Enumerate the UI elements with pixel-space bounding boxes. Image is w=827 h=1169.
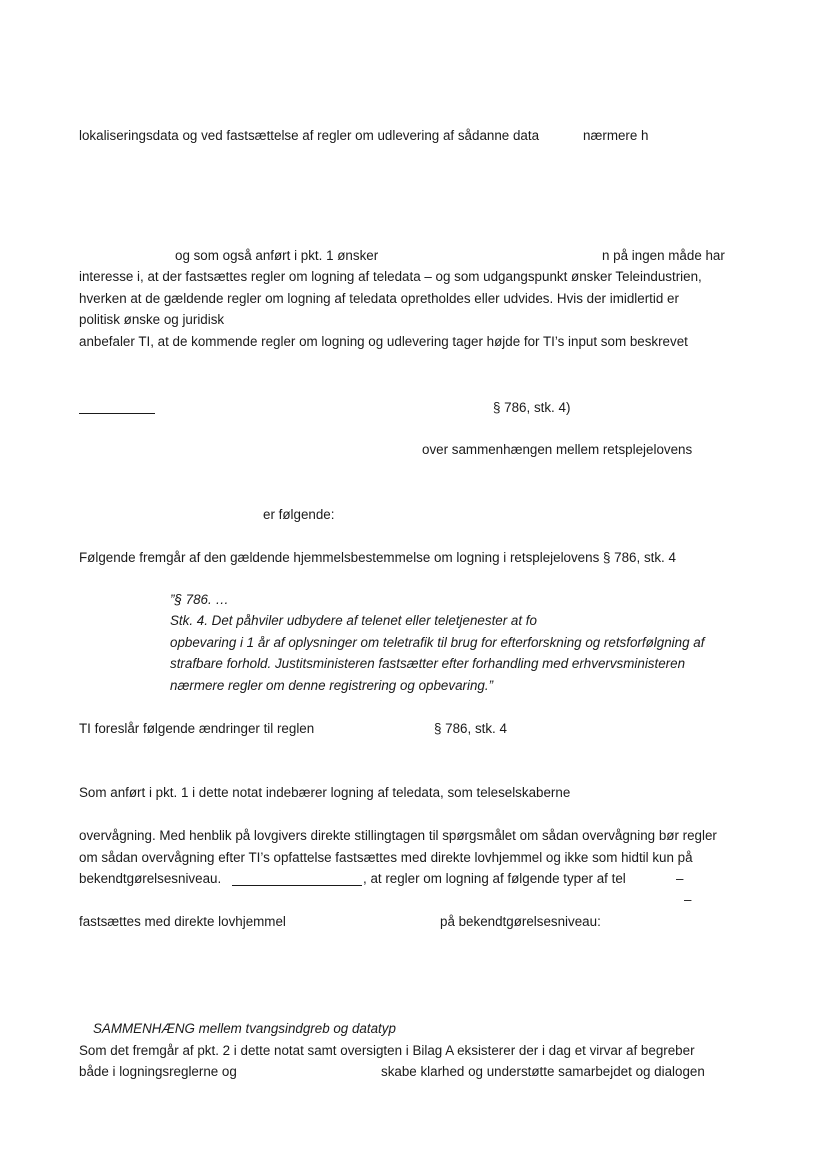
text-line: skabe klarhed og understøtte samarbejdet og dialogen <box>381 1064 705 1079</box>
quote-line: Stk. 4. Det påhviler udbydere af telenet eller teletjenester at fo <box>170 613 537 628</box>
quote-line: nærmere regler om denne registrering og opbevaring.” <box>170 678 494 693</box>
text-line: nærmere h <box>583 128 649 143</box>
text-line: Følgende fremgår af den gældende hjemmelsbestemmelse om logning i retsplejelovens § 786, stk. 4 <box>79 550 676 565</box>
text-line: n på ingen måde har <box>602 248 725 263</box>
underline-rule <box>79 413 155 414</box>
text-line: er følgende: <box>263 507 335 522</box>
quote-line: strafbare forhold. Justitsministeren fastsætter efter forhandling med erhvervsministeren <box>170 656 686 671</box>
text-line: § 786, stk. 4 <box>434 721 507 736</box>
dash: – <box>684 892 692 907</box>
text-line: på bekendtgørelsesniveau: <box>440 914 601 929</box>
text-line: Som anført i pkt. 1 i dette notat indebærer logning af teledata, som teleselskaberne <box>79 785 571 800</box>
text-line: både i logningsreglerne og <box>79 1064 237 1079</box>
text-line: anbefaler TI, at de kommende regler om logning og udlevering tager højde for TI’s input som beskrevet <box>79 334 688 349</box>
dash: – <box>676 871 684 886</box>
underline-rule <box>232 885 362 886</box>
text-line: § 786, stk. 4) <box>493 400 571 415</box>
text-line: og som også anført i pkt. 1 ønsker <box>175 248 379 263</box>
text-line: hverken at de gældende regler om logning af teledata opretholdes eller udvides. Hvis der imidlertid er <box>79 291 679 306</box>
text-line: TI foreslår følgende ændringer til reglen <box>79 721 315 736</box>
text-line: over sammenhængen mellem retsplejelovens <box>422 442 693 457</box>
text-line: om sådan overvågning efter TI’s opfattelse fastsættes med direkte lovhjemmel og ikke som hidtil kun på <box>79 850 693 865</box>
text-line: interesse i, at der fastsættes regler om logning af teledata – og som udgangspunkt ønsker Teleindustrien, <box>79 269 702 284</box>
text-line: Som det fremgår af pkt. 2 i dette notat samt oversigten i Bilag A eksisterer der i dag et virvar af begreber <box>79 1043 695 1058</box>
text-line: lokaliseringsdata og ved fastsættelse af regler om udlevering af sådanne data <box>79 128 540 143</box>
section-heading: SAMMENHÆNG mellem tvangsindgreb og datatyp <box>93 1021 396 1036</box>
quote-line: opbevaring i 1 år af oplysninger om teletrafik til brug for efterforskning og retsforfølgning af <box>170 635 705 650</box>
text-line: bekendtgørelsesniveau. <box>79 871 222 886</box>
text-line: overvågning. Med henblik på lovgivers direkte stillingtagen til spørgsmålet om sådan overvågning bør regler <box>79 828 717 843</box>
text-line: , at regler om logning af følgende typer af tel <box>363 871 626 886</box>
text-line: fastsættes med direkte lovhjemmel <box>79 914 286 929</box>
quote-line: ”§ 786. … <box>170 592 229 607</box>
text-line: politisk ønske og juridisk <box>79 312 225 327</box>
